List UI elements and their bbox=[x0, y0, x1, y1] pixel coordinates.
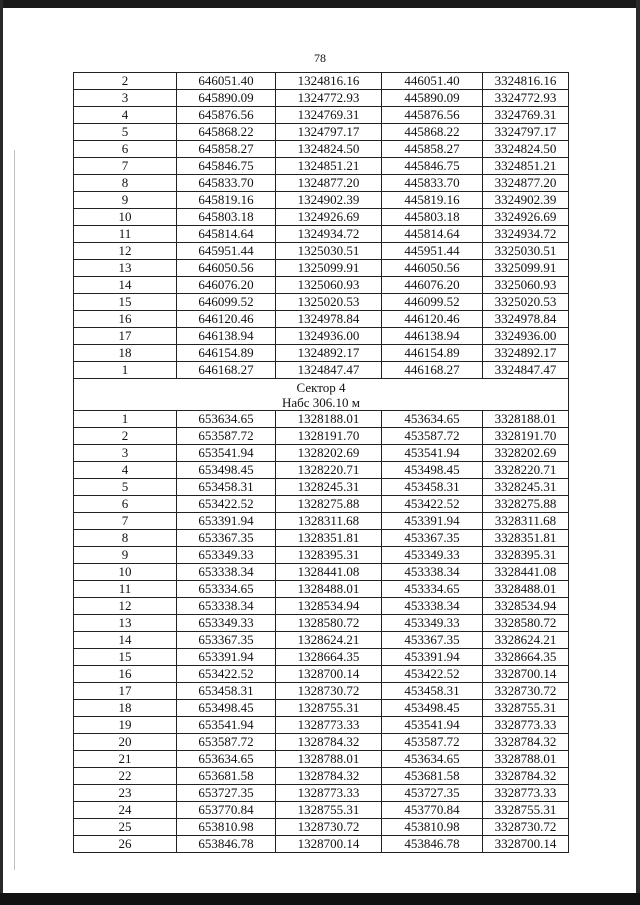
x-local-cell: 645876.56 bbox=[177, 107, 276, 124]
x-local-cell: 653846.78 bbox=[177, 836, 276, 853]
x-msk-cell: 453338.34 bbox=[382, 598, 483, 615]
x-msk-cell: 453541.94 bbox=[382, 445, 483, 462]
table-row bbox=[74, 141, 569, 158]
x-local-cell: 646138.94 bbox=[177, 328, 276, 345]
y-local-cell: 1328351.81 bbox=[276, 530, 382, 547]
sector-height: Набс 306.10 м bbox=[281, 394, 361, 410]
x-local-cell: 646076.20 bbox=[177, 277, 276, 294]
y-msk-cell: 3328202.69 bbox=[483, 445, 569, 462]
x-local-cell: 653541.94 bbox=[177, 445, 276, 462]
y-msk-cell: 3328784.32 bbox=[483, 734, 569, 751]
x-local-cell: 645951.44 bbox=[177, 243, 276, 260]
y-local-cell: 1328488.01 bbox=[276, 581, 382, 598]
x-local-cell: 653367.35 bbox=[177, 530, 276, 547]
table-row bbox=[74, 683, 569, 700]
y-msk-cell: 3325030.51 bbox=[483, 243, 569, 260]
y-local-cell: 1328784.32 bbox=[276, 768, 382, 785]
table-row bbox=[74, 734, 569, 751]
y-msk-cell: 3328351.81 bbox=[483, 530, 569, 547]
y-msk-cell: 3325099.91 bbox=[483, 260, 569, 277]
y-local-cell: 1324824.50 bbox=[276, 141, 382, 158]
y-local-cell: 1324978.84 bbox=[276, 311, 382, 328]
point-number-cell: 25 bbox=[74, 819, 177, 836]
x-local-cell: 653770.84 bbox=[177, 802, 276, 819]
y-local-cell: 1328773.33 bbox=[276, 785, 382, 802]
x-local-cell: 646120.46 bbox=[177, 311, 276, 328]
scan-border-bottom bbox=[0, 893, 640, 905]
x-msk-cell: 453587.72 bbox=[382, 428, 483, 445]
point-number-cell: 13 bbox=[74, 260, 177, 277]
table-row bbox=[74, 666, 569, 683]
table-row bbox=[74, 158, 569, 175]
point-number-cell: 2 bbox=[74, 73, 177, 90]
scan-border-left bbox=[0, 0, 3, 905]
y-local-cell: 1324851.21 bbox=[276, 158, 382, 175]
x-local-cell: 653458.31 bbox=[177, 683, 276, 700]
x-msk-cell: 453349.33 bbox=[382, 615, 483, 632]
point-number-cell: 10 bbox=[74, 564, 177, 581]
x-local-cell: 653349.33 bbox=[177, 547, 276, 564]
table-row bbox=[74, 819, 569, 836]
x-msk-cell: 453391.94 bbox=[382, 649, 483, 666]
x-msk-cell: 445858.27 bbox=[382, 141, 483, 158]
table-row bbox=[74, 581, 569, 598]
y-msk-cell: 3328730.72 bbox=[483, 819, 569, 836]
x-local-cell: 653634.65 bbox=[177, 751, 276, 768]
x-local-cell: 653422.52 bbox=[177, 496, 276, 513]
x-local-cell: 653727.35 bbox=[177, 785, 276, 802]
x-local-cell: 646050.56 bbox=[177, 260, 276, 277]
table-row bbox=[74, 700, 569, 717]
point-number-cell: 1 bbox=[74, 362, 177, 379]
x-msk-cell: 453846.78 bbox=[382, 836, 483, 853]
y-msk-cell: 3325020.53 bbox=[483, 294, 569, 311]
x-local-cell: 653681.58 bbox=[177, 768, 276, 785]
y-msk-cell: 3328700.14 bbox=[483, 836, 569, 853]
y-msk-cell: 3328188.01 bbox=[483, 411, 569, 428]
y-local-cell: 1328788.01 bbox=[276, 751, 382, 768]
y-local-cell: 1328191.70 bbox=[276, 428, 382, 445]
table-row bbox=[74, 785, 569, 802]
y-msk-cell: 3328191.70 bbox=[483, 428, 569, 445]
table-row bbox=[74, 345, 569, 362]
x-msk-cell: 453810.98 bbox=[382, 819, 483, 836]
x-local-cell: 646051.40 bbox=[177, 73, 276, 90]
sector-header-row bbox=[74, 379, 569, 411]
point-number-cell: 2 bbox=[74, 428, 177, 445]
point-number-cell: 23 bbox=[74, 785, 177, 802]
y-msk-cell: 3324769.31 bbox=[483, 107, 569, 124]
point-number-cell: 19 bbox=[74, 717, 177, 734]
x-msk-cell: 445951.44 bbox=[382, 243, 483, 260]
y-local-cell: 1324926.69 bbox=[276, 209, 382, 226]
table-row bbox=[74, 260, 569, 277]
y-local-cell: 1328188.01 bbox=[276, 411, 382, 428]
y-local-cell: 1324772.93 bbox=[276, 90, 382, 107]
scan-border-top bbox=[0, 0, 640, 8]
point-number-cell: 15 bbox=[74, 649, 177, 666]
y-local-cell: 1324877.20 bbox=[276, 175, 382, 192]
y-local-cell: 1328220.71 bbox=[276, 462, 382, 479]
y-msk-cell: 3324816.16 bbox=[483, 73, 569, 90]
table-row bbox=[74, 311, 569, 328]
point-number-cell: 4 bbox=[74, 107, 177, 124]
x-msk-cell: 453458.31 bbox=[382, 683, 483, 700]
table-row bbox=[74, 751, 569, 768]
y-local-cell: 1328624.21 bbox=[276, 632, 382, 649]
y-msk-cell: 3324926.69 bbox=[483, 209, 569, 226]
x-local-cell: 645890.09 bbox=[177, 90, 276, 107]
y-local-cell: 1325060.93 bbox=[276, 277, 382, 294]
y-msk-cell: 3328220.71 bbox=[483, 462, 569, 479]
table-row bbox=[74, 277, 569, 294]
point-number-cell: 6 bbox=[74, 141, 177, 158]
point-number-cell: 3 bbox=[74, 445, 177, 462]
y-local-cell: 1328755.31 bbox=[276, 700, 382, 717]
y-msk-cell: 3324797.17 bbox=[483, 124, 569, 141]
y-msk-cell: 3324877.20 bbox=[483, 175, 569, 192]
table-row bbox=[74, 564, 569, 581]
x-msk-cell: 445846.75 bbox=[382, 158, 483, 175]
point-number-cell: 3 bbox=[74, 90, 177, 107]
x-msk-cell: 446099.52 bbox=[382, 294, 483, 311]
y-local-cell: 1328664.35 bbox=[276, 649, 382, 666]
point-number-cell: 13 bbox=[74, 615, 177, 632]
point-number-cell: 9 bbox=[74, 547, 177, 564]
point-number-cell: 10 bbox=[74, 209, 177, 226]
y-local-cell: 1328534.94 bbox=[276, 598, 382, 615]
point-number-cell: 24 bbox=[74, 802, 177, 819]
x-msk-cell: 445833.70 bbox=[382, 175, 483, 192]
y-msk-cell: 3324936.00 bbox=[483, 328, 569, 345]
y-msk-cell: 3328773.33 bbox=[483, 717, 569, 734]
x-local-cell: 646154.89 bbox=[177, 345, 276, 362]
x-msk-cell: 453498.45 bbox=[382, 700, 483, 717]
x-local-cell: 646168.27 bbox=[177, 362, 276, 379]
point-number-cell: 18 bbox=[74, 345, 177, 362]
y-local-cell: 1328755.31 bbox=[276, 802, 382, 819]
y-msk-cell: 3328755.31 bbox=[483, 802, 569, 819]
y-local-cell: 1324797.17 bbox=[276, 124, 382, 141]
y-local-cell: 1328441.08 bbox=[276, 564, 382, 581]
x-msk-cell: 453541.94 bbox=[382, 717, 483, 734]
y-local-cell: 1328395.31 bbox=[276, 547, 382, 564]
x-msk-cell: 453422.52 bbox=[382, 496, 483, 513]
table-row bbox=[74, 615, 569, 632]
y-local-cell: 1328202.69 bbox=[276, 445, 382, 462]
y-msk-cell: 3324824.50 bbox=[483, 141, 569, 158]
table-row bbox=[74, 294, 569, 311]
table-row bbox=[74, 226, 569, 243]
x-local-cell: 653810.98 bbox=[177, 819, 276, 836]
y-local-cell: 1328311.68 bbox=[276, 513, 382, 530]
point-number-cell: 1 bbox=[74, 411, 177, 428]
y-local-cell: 1328275.88 bbox=[276, 496, 382, 513]
x-msk-cell: 453349.33 bbox=[382, 547, 483, 564]
point-number-cell: 4 bbox=[74, 462, 177, 479]
point-number-cell: 11 bbox=[74, 226, 177, 243]
y-local-cell: 1328730.72 bbox=[276, 683, 382, 700]
x-msk-cell: 446168.27 bbox=[382, 362, 483, 379]
x-local-cell: 645819.16 bbox=[177, 192, 276, 209]
x-msk-cell: 446154.89 bbox=[382, 345, 483, 362]
y-msk-cell: 3328311.68 bbox=[483, 513, 569, 530]
table-row bbox=[74, 513, 569, 530]
table-row bbox=[74, 73, 569, 90]
point-number-cell: 6 bbox=[74, 496, 177, 513]
x-msk-cell: 453338.34 bbox=[382, 564, 483, 581]
coordinates-table-section-a bbox=[74, 73, 569, 379]
x-msk-cell: 453334.65 bbox=[382, 581, 483, 598]
x-local-cell: 653458.31 bbox=[177, 479, 276, 496]
y-msk-cell: 3328773.33 bbox=[483, 785, 569, 802]
point-number-cell: 5 bbox=[74, 479, 177, 496]
x-local-cell: 653349.33 bbox=[177, 615, 276, 632]
y-local-cell: 1324769.31 bbox=[276, 107, 382, 124]
x-local-cell: 653541.94 bbox=[177, 717, 276, 734]
x-msk-cell: 446076.20 bbox=[382, 277, 483, 294]
table-row bbox=[74, 175, 569, 192]
y-msk-cell: 3328755.31 bbox=[483, 700, 569, 717]
table-row bbox=[74, 362, 569, 379]
y-msk-cell: 3324902.39 bbox=[483, 192, 569, 209]
x-local-cell: 645803.18 bbox=[177, 209, 276, 226]
x-local-cell: 645814.64 bbox=[177, 226, 276, 243]
x-msk-cell: 446138.94 bbox=[382, 328, 483, 345]
point-number-cell: 22 bbox=[74, 768, 177, 785]
point-number-cell: 26 bbox=[74, 836, 177, 853]
point-number-cell: 17 bbox=[74, 328, 177, 345]
y-local-cell: 1325020.53 bbox=[276, 294, 382, 311]
y-local-cell: 1324936.00 bbox=[276, 328, 382, 345]
y-msk-cell: 3325060.93 bbox=[483, 277, 569, 294]
y-local-cell: 1324847.47 bbox=[276, 362, 382, 379]
x-msk-cell: 453681.58 bbox=[382, 768, 483, 785]
x-local-cell: 645846.75 bbox=[177, 158, 276, 175]
table-row bbox=[74, 192, 569, 209]
x-msk-cell: 453391.94 bbox=[382, 513, 483, 530]
point-number-cell: 14 bbox=[74, 277, 177, 294]
y-msk-cell: 3324978.84 bbox=[483, 311, 569, 328]
table-row bbox=[74, 649, 569, 666]
point-number-cell: 18 bbox=[74, 700, 177, 717]
y-local-cell: 1324902.39 bbox=[276, 192, 382, 209]
x-msk-cell: 453634.65 bbox=[382, 751, 483, 768]
table-row bbox=[74, 124, 569, 141]
y-local-cell: 1324816.16 bbox=[276, 73, 382, 90]
y-msk-cell: 3324892.17 bbox=[483, 345, 569, 362]
y-msk-cell: 3324847.47 bbox=[483, 362, 569, 379]
y-msk-cell: 3328488.01 bbox=[483, 581, 569, 598]
x-msk-cell: 445803.18 bbox=[382, 209, 483, 226]
table-row bbox=[74, 90, 569, 107]
y-local-cell: 1328700.14 bbox=[276, 836, 382, 853]
coordinates-table-section-b bbox=[74, 411, 569, 853]
y-msk-cell: 3328700.14 bbox=[483, 666, 569, 683]
x-msk-cell: 446120.46 bbox=[382, 311, 483, 328]
point-number-cell: 16 bbox=[74, 311, 177, 328]
point-number-cell: 7 bbox=[74, 513, 177, 530]
point-number-cell: 17 bbox=[74, 683, 177, 700]
x-msk-cell: 453587.72 bbox=[382, 734, 483, 751]
table-row bbox=[74, 802, 569, 819]
y-msk-cell: 3328664.35 bbox=[483, 649, 569, 666]
table-row bbox=[74, 445, 569, 462]
x-msk-cell: 445890.09 bbox=[382, 90, 483, 107]
sector-header-cell bbox=[74, 379, 569, 411]
point-number-cell: 14 bbox=[74, 632, 177, 649]
x-msk-cell: 453367.35 bbox=[382, 530, 483, 547]
scan-margin-line bbox=[14, 150, 15, 870]
x-local-cell: 653391.94 bbox=[177, 513, 276, 530]
x-msk-cell: 445868.22 bbox=[382, 124, 483, 141]
x-local-cell: 645833.70 bbox=[177, 175, 276, 192]
scan-border-right bbox=[636, 0, 640, 905]
x-local-cell: 645858.27 bbox=[177, 141, 276, 158]
y-local-cell: 1328245.31 bbox=[276, 479, 382, 496]
point-number-cell: 20 bbox=[74, 734, 177, 751]
table-row bbox=[74, 479, 569, 496]
y-local-cell: 1325030.51 bbox=[276, 243, 382, 260]
sector-header-section bbox=[74, 379, 569, 411]
table-row bbox=[74, 107, 569, 124]
sector-title: Сектор 4 bbox=[296, 379, 346, 395]
y-local-cell: 1324934.72 bbox=[276, 226, 382, 243]
point-number-cell: 8 bbox=[74, 530, 177, 547]
table-row bbox=[74, 428, 569, 445]
x-msk-cell: 446051.40 bbox=[382, 73, 483, 90]
y-msk-cell: 3324851.21 bbox=[483, 158, 569, 175]
x-local-cell: 653338.34 bbox=[177, 598, 276, 615]
table-row bbox=[74, 768, 569, 785]
y-msk-cell: 3328624.21 bbox=[483, 632, 569, 649]
x-local-cell: 646099.52 bbox=[177, 294, 276, 311]
x-msk-cell: 453727.35 bbox=[382, 785, 483, 802]
table-row bbox=[74, 717, 569, 734]
x-local-cell: 653587.72 bbox=[177, 428, 276, 445]
point-number-cell: 7 bbox=[74, 158, 177, 175]
x-local-cell: 653587.72 bbox=[177, 734, 276, 751]
x-local-cell: 653422.52 bbox=[177, 666, 276, 683]
point-number-cell: 11 bbox=[74, 581, 177, 598]
table-row bbox=[74, 632, 569, 649]
y-local-cell: 1325099.91 bbox=[276, 260, 382, 277]
x-msk-cell: 453422.52 bbox=[382, 666, 483, 683]
x-msk-cell: 446050.56 bbox=[382, 260, 483, 277]
y-local-cell: 1328730.72 bbox=[276, 819, 382, 836]
x-msk-cell: 453458.31 bbox=[382, 479, 483, 496]
y-local-cell: 1324892.17 bbox=[276, 345, 382, 362]
point-number-cell: 15 bbox=[74, 294, 177, 311]
point-number-cell: 9 bbox=[74, 192, 177, 209]
x-msk-cell: 445876.56 bbox=[382, 107, 483, 124]
point-number-cell: 5 bbox=[74, 124, 177, 141]
y-local-cell: 1328580.72 bbox=[276, 615, 382, 632]
y-msk-cell: 3328441.08 bbox=[483, 564, 569, 581]
y-msk-cell: 3328788.01 bbox=[483, 751, 569, 768]
y-msk-cell: 3328580.72 bbox=[483, 615, 569, 632]
table-row bbox=[74, 328, 569, 345]
point-number-cell: 12 bbox=[74, 598, 177, 615]
table-row bbox=[74, 496, 569, 513]
table-row bbox=[74, 530, 569, 547]
point-number-cell: 21 bbox=[74, 751, 177, 768]
x-local-cell: 653391.94 bbox=[177, 649, 276, 666]
point-number-cell: 12 bbox=[74, 243, 177, 260]
x-local-cell: 653334.65 bbox=[177, 581, 276, 598]
y-msk-cell: 3328395.31 bbox=[483, 547, 569, 564]
table-row bbox=[74, 462, 569, 479]
page-number: 78 bbox=[314, 51, 326, 65]
table-row bbox=[74, 598, 569, 615]
y-msk-cell: 3328784.32 bbox=[483, 768, 569, 785]
point-number-cell: 16 bbox=[74, 666, 177, 683]
y-msk-cell: 3328275.88 bbox=[483, 496, 569, 513]
table-row bbox=[74, 547, 569, 564]
table-row bbox=[74, 836, 569, 853]
x-local-cell: 653498.45 bbox=[177, 700, 276, 717]
x-msk-cell: 445819.16 bbox=[382, 192, 483, 209]
y-local-cell: 1328773.33 bbox=[276, 717, 382, 734]
x-local-cell: 653498.45 bbox=[177, 462, 276, 479]
coordinates-table bbox=[73, 72, 569, 853]
x-local-cell: 653367.35 bbox=[177, 632, 276, 649]
y-msk-cell: 3328245.31 bbox=[483, 479, 569, 496]
y-msk-cell: 3328534.94 bbox=[483, 598, 569, 615]
x-msk-cell: 453367.35 bbox=[382, 632, 483, 649]
x-msk-cell: 453770.84 bbox=[382, 802, 483, 819]
x-msk-cell: 445814.64 bbox=[382, 226, 483, 243]
table-row bbox=[74, 209, 569, 226]
y-msk-cell: 3324934.72 bbox=[483, 226, 569, 243]
x-local-cell: 645868.22 bbox=[177, 124, 276, 141]
table-row bbox=[74, 411, 569, 428]
x-msk-cell: 453634.65 bbox=[382, 411, 483, 428]
x-msk-cell: 453498.45 bbox=[382, 462, 483, 479]
point-number-cell: 8 bbox=[74, 175, 177, 192]
y-msk-cell: 3324772.93 bbox=[483, 90, 569, 107]
y-local-cell: 1328700.14 bbox=[276, 666, 382, 683]
y-local-cell: 1328784.32 bbox=[276, 734, 382, 751]
y-msk-cell: 3328730.72 bbox=[483, 683, 569, 700]
x-local-cell: 653634.65 bbox=[177, 411, 276, 428]
x-local-cell: 653338.34 bbox=[177, 564, 276, 581]
table-row bbox=[74, 243, 569, 260]
